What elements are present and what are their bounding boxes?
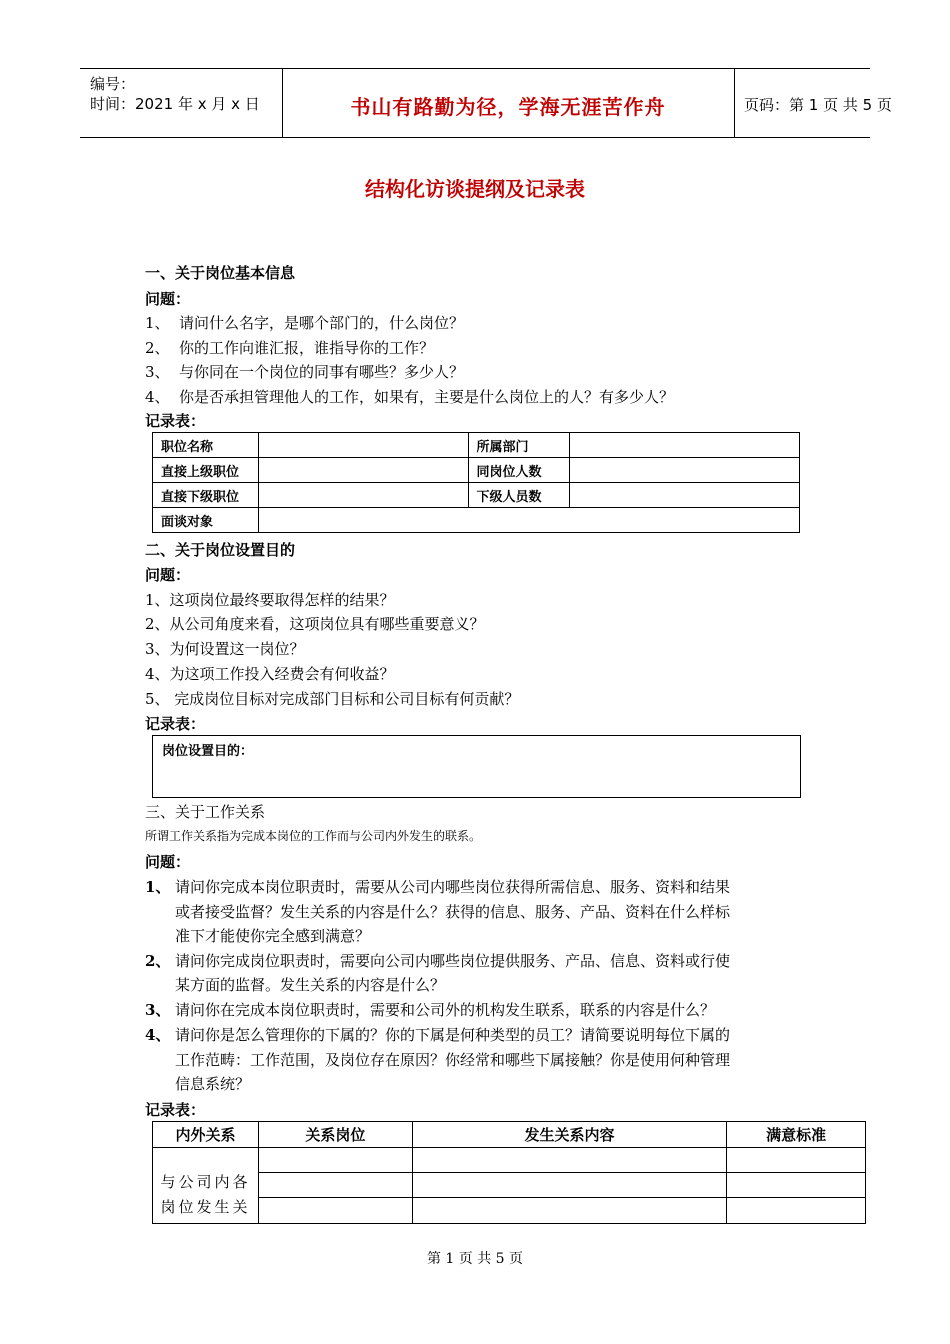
table-cell-input[interactable] bbox=[412, 1148, 726, 1173]
header-time: 时间：2021 年 x 月 x 日 bbox=[90, 95, 260, 113]
section3-questions-label: 问题： bbox=[145, 853, 191, 871]
header-motto-cell bbox=[282, 69, 735, 137]
section1-record-label: 记录表： bbox=[145, 412, 206, 430]
question-text: 信息系统？ bbox=[175, 1075, 251, 1093]
section3-heading: 三、关于工作关系 bbox=[145, 803, 266, 821]
table-label: 下级人员数 bbox=[468, 483, 570, 508]
section1-question bbox=[145, 361, 464, 382]
table-cell-input[interactable] bbox=[258, 1173, 412, 1198]
table-header-row bbox=[153, 1122, 866, 1148]
table-cell-input[interactable] bbox=[570, 483, 800, 508]
section1-question bbox=[145, 312, 464, 333]
table-cell-input[interactable] bbox=[412, 1173, 726, 1198]
table-cell-input[interactable] bbox=[258, 483, 468, 508]
table-row bbox=[153, 1198, 866, 1224]
table-cell-input[interactable] bbox=[570, 433, 800, 458]
table-cell-input[interactable] bbox=[258, 1198, 412, 1224]
question-text: 请问你在完成本岗位职责时，需要和公司外的机构发生联系，联系的内容是什么？ bbox=[175, 1001, 716, 1019]
question-text: 准下才能使你完全感到满意？ bbox=[175, 927, 371, 945]
question-number: 3、 bbox=[145, 363, 170, 381]
position-purpose-label: 岗位设置目的： bbox=[162, 744, 254, 759]
table-row bbox=[153, 433, 800, 458]
section2-record-label: 记录表： bbox=[145, 715, 206, 733]
table-header: 关系岗位 bbox=[258, 1122, 412, 1148]
section2-question: 5、 完成岗位目标对完成部门目标和公司目标有何贡献？ bbox=[145, 690, 520, 708]
table-cell-input[interactable] bbox=[258, 1148, 412, 1173]
table-cell-input[interactable] bbox=[727, 1148, 866, 1173]
section3-question bbox=[145, 876, 730, 897]
question-number: 4、 bbox=[145, 1026, 171, 1044]
header-page-cell bbox=[734, 69, 892, 137]
section2-question: 2、从公司角度来看，这项岗位具有哪些重要意义？ bbox=[145, 615, 485, 633]
table-row bbox=[153, 458, 800, 483]
table-cell-input[interactable] bbox=[258, 458, 468, 483]
table-row bbox=[153, 1173, 866, 1198]
table-cell-input[interactable] bbox=[727, 1198, 866, 1224]
table-cell-input[interactable] bbox=[727, 1173, 866, 1198]
section3-question bbox=[145, 950, 730, 971]
header-motto: 书山有路勤为径，学海无涯苦作舟 bbox=[350, 95, 666, 119]
section2-heading: 二、关于岗位设置目的 bbox=[145, 541, 296, 559]
table-header: 内外关系 bbox=[153, 1122, 259, 1148]
table-label: 职位名称 bbox=[153, 433, 259, 458]
section2-question: 3、为何设置这一岗位？ bbox=[145, 640, 305, 658]
header-meta bbox=[80, 69, 283, 137]
section1-questions-label: 问题： bbox=[145, 290, 191, 308]
question-number: 4、 bbox=[145, 388, 170, 406]
table-label: 直接下级职位 bbox=[153, 483, 259, 508]
question-number: 3、 bbox=[145, 1001, 171, 1019]
question-number: 2、 bbox=[145, 952, 171, 970]
table-cell-input[interactable] bbox=[258, 508, 799, 533]
table-row bbox=[153, 483, 800, 508]
question-text: 你的工作向谁汇报，谁指导你的工作？ bbox=[179, 339, 435, 357]
section1-heading: 一、关于岗位基本信息 bbox=[145, 264, 296, 282]
table-label: 同岗位人数 bbox=[468, 458, 570, 483]
page-header bbox=[80, 68, 892, 138]
page-footer: 第 1 页 共 5 页 bbox=[426, 1251, 524, 1267]
question-text: 工作范畴：工作范围，及岗位存在原因？你经常和哪些下属接触？你是使用何种管理 bbox=[175, 1051, 731, 1069]
question-text: 请问什么名字，是哪个部门的，什么岗位？ bbox=[179, 314, 465, 332]
relation-type-cell bbox=[153, 1148, 259, 1224]
table-cell-input[interactable] bbox=[570, 458, 800, 483]
header-code: 编号： bbox=[90, 75, 136, 93]
table-cell-input[interactable] bbox=[258, 433, 468, 458]
section2-questions-label: 问题： bbox=[145, 566, 191, 584]
basic-info-table bbox=[152, 432, 800, 533]
table-row bbox=[153, 508, 800, 533]
question-text: 请问你完成岗位职责时，需要向公司内哪些岗位提供服务、产品、信息、资料或行使 bbox=[175, 952, 731, 970]
document-title: 结构化访谈提纲及记录表 bbox=[365, 177, 585, 201]
question-text: 某方面的监督。发生关系的内容是什么？ bbox=[175, 976, 446, 994]
work-relations-table bbox=[152, 1121, 866, 1224]
table-label: 所属部门 bbox=[468, 433, 570, 458]
section3-record-label: 记录表： bbox=[145, 1101, 206, 1119]
question-text: 请问你是怎么管理你的下属的？你的下属是何种类型的员工？请简要说明每位下属的 bbox=[175, 1026, 731, 1044]
table-cell-input[interactable] bbox=[412, 1198, 726, 1224]
question-text: 你是否承担管理他人的工作，如果有，主要是什么岗位上的人？有多少人？ bbox=[179, 388, 675, 406]
question-text: 请问你完成本岗位职责时，需要从公司内哪些岗位获得所需信息、服务、资料和结果 bbox=[175, 878, 731, 896]
section2-question: 1、这项岗位最终要取得怎样的结果？ bbox=[145, 591, 395, 609]
header-page-info: 页码：第 1 页 共 5 页 bbox=[744, 96, 892, 114]
question-number: 1、 bbox=[145, 314, 170, 332]
relation-type-label: 与公司内各岗位发生关 bbox=[160, 1173, 251, 1216]
question-number: 2、 bbox=[145, 339, 170, 357]
question-number: 1、 bbox=[145, 878, 171, 896]
table-header: 发生关系内容 bbox=[412, 1122, 726, 1148]
section2-question: 4、为这项工作投入经费会有何收益？ bbox=[145, 665, 395, 683]
question-text: 或者接受监督？发生关系的内容是什么？获得的信息、服务、产品、资料在什么样标 bbox=[175, 903, 731, 921]
section1-question bbox=[145, 386, 674, 407]
question-text: 与你同在一个岗位的同事有哪些？多少人？ bbox=[179, 363, 465, 381]
section1-question bbox=[145, 337, 434, 358]
section3-question bbox=[145, 1024, 730, 1045]
table-label: 直接上级职位 bbox=[153, 458, 259, 483]
table-row bbox=[153, 1148, 866, 1173]
section3-question bbox=[145, 999, 715, 1020]
table-label: 面谈对象 bbox=[153, 508, 259, 533]
section3-intro: 所谓工作关系指为完成本岗位的工作而与公司内外发生的联系。 bbox=[145, 829, 482, 843]
position-purpose-box[interactable] bbox=[152, 735, 801, 798]
table-header: 满意标准 bbox=[727, 1122, 866, 1148]
